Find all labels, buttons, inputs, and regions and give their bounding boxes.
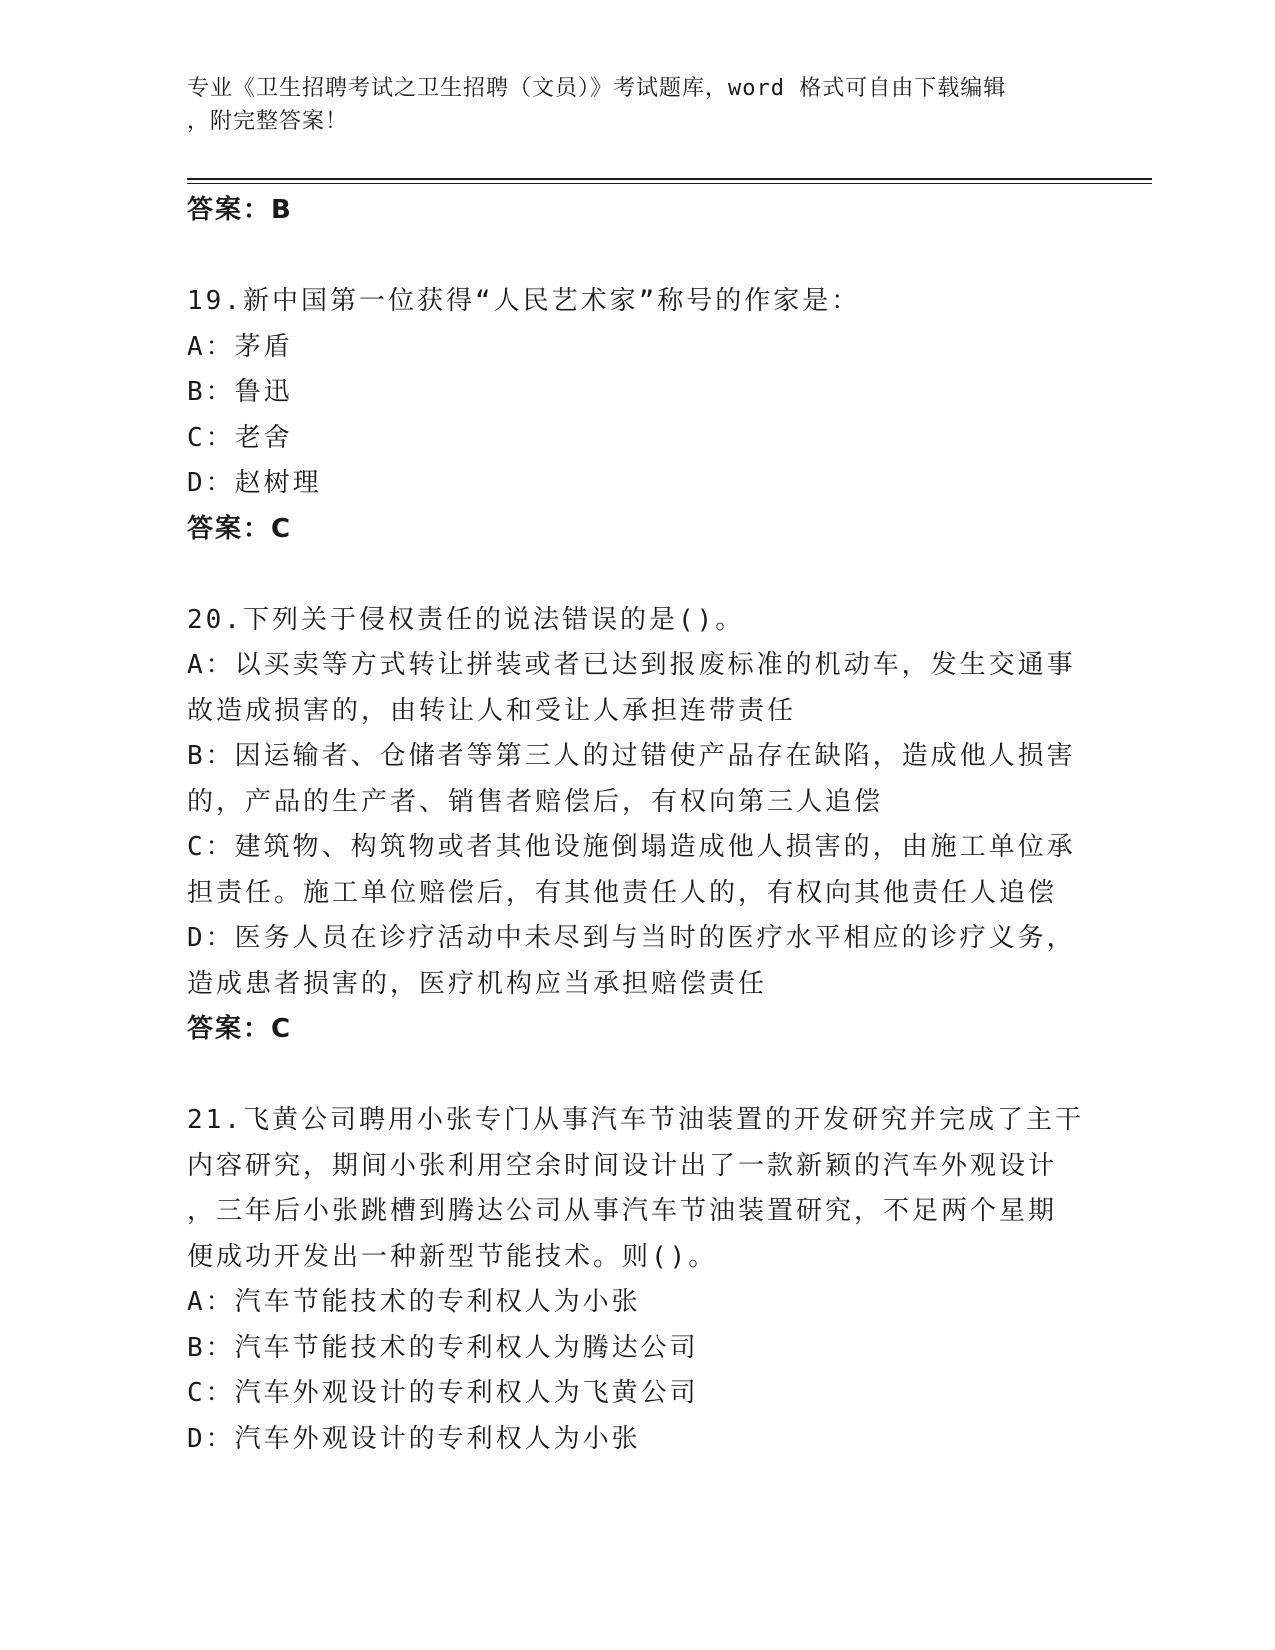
q19-option-b: B：鲁迅	[187, 377, 293, 407]
q21-option-b: B：汽车节能技术的专利权人为腾达公司	[187, 1332, 699, 1363]
header-line-1: 专业《卫生招聘考试之卫生招聘（文员）》考试题库，word 格式可自由下载编辑	[187, 76, 1007, 101]
q20-option-a-line-2: 故造成损害的，由转让人和受让人承担连带责任	[187, 695, 797, 726]
q20-option-b-line-1: B：因运输者、仓储者等第三人的过错使产品存在缺陷，造成他人损害	[187, 741, 1076, 771]
question-20	[187, 598, 1077, 1053]
question-list	[187, 188, 1084, 1462]
spacer	[187, 1053, 1077, 1099]
q20-option-a-line-1: A：以买卖等方式转让拼装或者已达到报废标准的机动车，发生交通事	[187, 650, 1076, 680]
q21-option-c: C：汽车外观设计的专利权人为飞黄公司	[187, 1378, 699, 1408]
question-21-text-line-3: ，三年后小张跳槽到腾达公司从事汽车节油装置研究，不足两个星期	[187, 1196, 1058, 1226]
q20-option-c-line-1: C：建筑物、构筑物或者其他设施倒塌造成他人损害的，由施工单位承	[187, 832, 1076, 862]
question-19	[187, 279, 1077, 552]
question-20-text: 20.下列关于侵权责任的说法错误的是()。	[187, 604, 745, 635]
q19-option-c: C：老舍	[187, 422, 293, 453]
header-line-2: ，附完整答案！	[187, 109, 349, 134]
question-21-text-line-4: 便成功开发出一种新型节能技术。则()。	[187, 1241, 718, 1272]
question-21-text-line-2: 内容研究，期间小张利用空余时间设计出了一款新颖的汽车外观设计	[187, 1150, 1058, 1181]
header-rule-thin	[187, 183, 1152, 184]
header-rule-thick	[187, 178, 1152, 180]
question-21-text-line-1: 21.飞黄公司聘用小张专门从事汽车节油装置的开发研究并完成了主干	[187, 1105, 1084, 1135]
spacer	[187, 552, 1077, 598]
q20-option-d-line-1: D：医务人员在诊疗活动中未尽到与当时的医疗水平相应的诊疗义务，	[187, 923, 1076, 953]
question-19-text: 19.新中国第一位获得“人民艺术家”称号的作家是：	[187, 286, 861, 316]
spacer	[187, 234, 1077, 280]
q21-option-a: A：汽车节能技术的专利权人为小张	[187, 1287, 641, 1317]
q20-option-d-line-2: 造成患者损害的，医疗机构应当承担赔偿责任	[187, 968, 768, 999]
question-21	[187, 1098, 1084, 1462]
q19-option-a: A：茅盾	[187, 331, 293, 362]
q20-option-c-line-2: 担责任。施工单位赔偿后，有其他责任人的，有权向其他责任人追偿	[187, 877, 1058, 908]
page-header	[187, 72, 1067, 138]
q21-option-d: D：汽车外观设计的专利权人为小张	[187, 1423, 641, 1454]
q19-answer: 答案：C	[187, 513, 293, 544]
answer-prev: 答案：B	[187, 195, 293, 225]
q20-answer: 答案：C	[187, 1014, 293, 1044]
q19-option-d: D：赵树理	[187, 468, 322, 498]
q20-option-b-line-2: 的，产品的生产者、销售者赔偿后，有权向第三人追偿	[187, 786, 884, 817]
